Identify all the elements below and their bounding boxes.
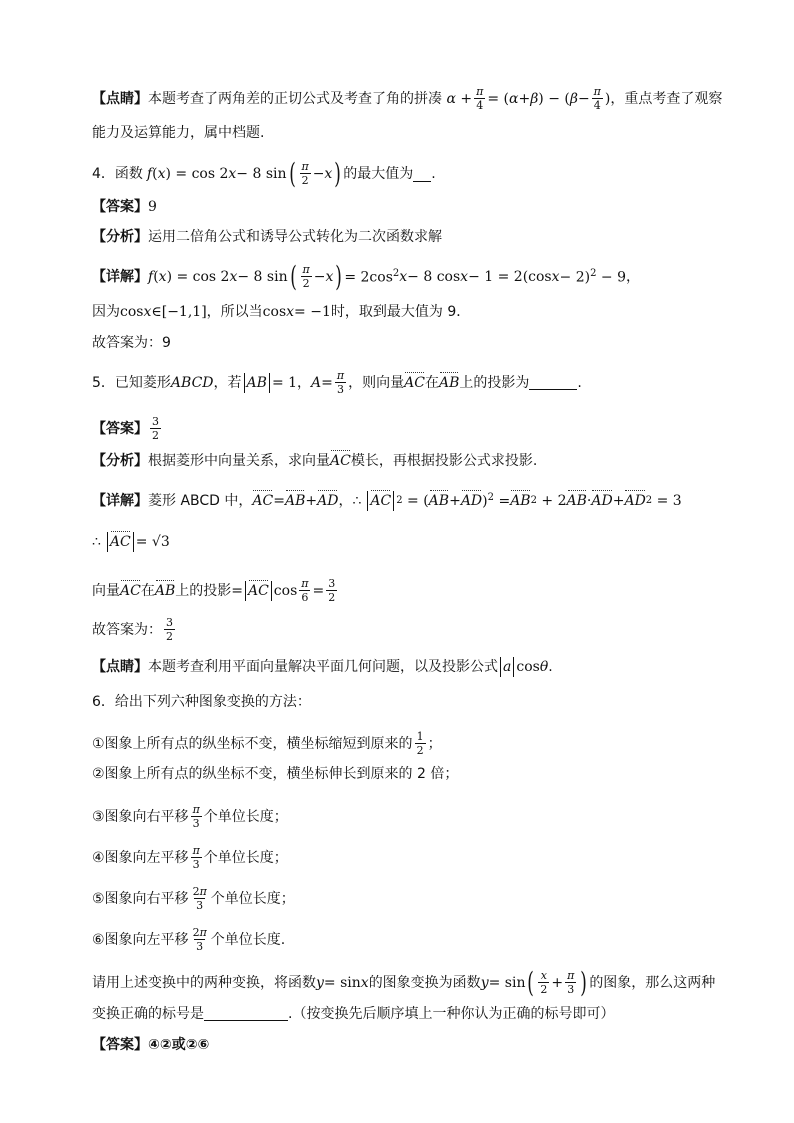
question-5: 5．已知菱形 ABCD ，若 AB = 1 ， A = $\frac{\pi}{3}$ ，则向量 AC 在 AB 上的投影为 . <box>92 369 582 396</box>
analysis-5: 【分析】 根据菱形中向量关系，求向量 AC 模长，再根据投影公式求投影. <box>92 453 538 469</box>
answer-tag: 【答案】 <box>92 199 148 215</box>
answer-6: 【答案】 ④②或②⑥ <box>92 1037 210 1053</box>
answer-5-value: $\frac{3}{2}$ <box>152 415 159 442</box>
option-3: ③图象向右平移 $\frac{\pi}{3}$ 个单位长度； <box>92 803 288 830</box>
question-6: 6．给出下列六种图象变换的方法： <box>92 694 311 710</box>
dianjing-line-1: 【点睛】 本题考查了两角差的正切公式及考查了角的拼凑 α + $\frac{\pi}{4}$ = ( α + β ) − ( β − $\frac{\pi}{4}$ ) ，重点考查了观察 <box>92 85 723 112</box>
dianjing-5: 【点睛】 本题考查利用平面向量解决平面几何问题，以及投影公式 a cos θ . <box>92 659 553 675</box>
conclusion-5: 故答案为： $\frac{3}{2}$ <box>92 616 173 643</box>
analysis-tag: 【分析】 <box>92 229 148 245</box>
detail-5: 【详解】 菱形 ABCD 中， AC = AB + AD ， ∴ AC 2 = ( AB + AD )$^2$ = AB 2 + 2 AB · AD + AD 2 = 3 <box>92 492 682 510</box>
question-6-body: 请用上述变换中的两种变换，将函数 y = sin x 的图象变换为函数 y = sin ( $\frac{x}{2}$ + $\frac{\pi}{3}$ ) 的图象，那么这两种 <box>92 966 716 999</box>
dianjing-text-3: 能力及运算能力，属中档题. <box>92 125 265 141</box>
answer-blank <box>204 1006 288 1021</box>
answer-blank <box>529 375 577 390</box>
vector-ab: AB <box>438 374 460 391</box>
detail-5-result: ∴ AC = √3 <box>92 534 170 550</box>
angle-formula: α + <box>442 90 473 107</box>
dianjing-text-2: ，重点考查了观察 <box>610 90 723 107</box>
pi-over-4: $\frac{\pi}{4}$ <box>593 85 601 112</box>
option-1: ①图象上所有点的纵坐标不变，横坐标缩短到原来的 $\frac{1}{2}$ ； <box>92 730 442 757</box>
question-4: 4．函数 f ( x ) = cos 2 x − 8 sin ( $\frac{\pi}{2}$ − x ) 的最大值为 . <box>92 157 436 190</box>
question-4-number: 4．函数 <box>92 166 143 182</box>
answer-5: 【答案】 $\frac{3}{2}$ <box>92 415 159 442</box>
dianjing-line-2 <box>92 126 734 140</box>
pi-over-4: $\frac{\pi}{4}$ <box>476 85 484 112</box>
answer-4 <box>92 200 734 214</box>
detail-4: 【详解】 f ( x ) = cos 2 x − 8 sin ( $\frac{\pi}{2}$ − x ) = $2\cos^2$ x − 8 cos x − 1 = 2(cos x − 2)$^2$ − 9 ， <box>92 260 641 293</box>
detail-5-projection: 向量 AC 在 AB 上的投影= AC cos $\frac{\pi}{6}$ = $\frac{3}{2}$ <box>92 577 336 604</box>
option-6: ⑥图象向左平移 $\frac{2\pi}{3}$ 个单位长度. <box>92 926 286 953</box>
option-2: ②图象上所有点的纵坐标不变，横坐标伸长到原来的 2 倍； <box>92 766 459 782</box>
analysis-4 <box>92 230 734 244</box>
conclusion-4: 故答案为：9 <box>92 335 171 351</box>
answer-6-value: ④②或②⑥ <box>148 1037 210 1053</box>
detail-tag: 【详解】 <box>92 269 148 285</box>
dianjing-tag: 【点睛】 <box>92 90 148 107</box>
question-6-blank-line: 变换正确的标号是 .（按变换先后顺序填上一种你认为正确的标号即可） <box>92 1005 615 1022</box>
option-4: ④图象向左平移 $\frac{\pi}{3}$ 个单位长度； <box>92 844 288 871</box>
answer-4-value: 9 <box>148 199 157 215</box>
answer-blank <box>413 167 431 182</box>
detail-4-reason: 因为 cos x ∈[−1,1] ，所以当 cos x = −1 时，取到最大值为 9． <box>92 304 471 320</box>
analysis-4-text: 运用二倍角公式和诱导公式转化为二次函数求解 <box>148 229 442 245</box>
vector-ac: AC <box>404 374 425 391</box>
question-4-text: 的最大值为 <box>343 166 414 182</box>
option-5: ⑤图象向右平移 $\frac{2\pi}{3}$ 个单位长度； <box>92 885 295 912</box>
dianjing-text: 本题考查了两角差的正切公式及考查了角的拼凑 <box>148 90 442 107</box>
